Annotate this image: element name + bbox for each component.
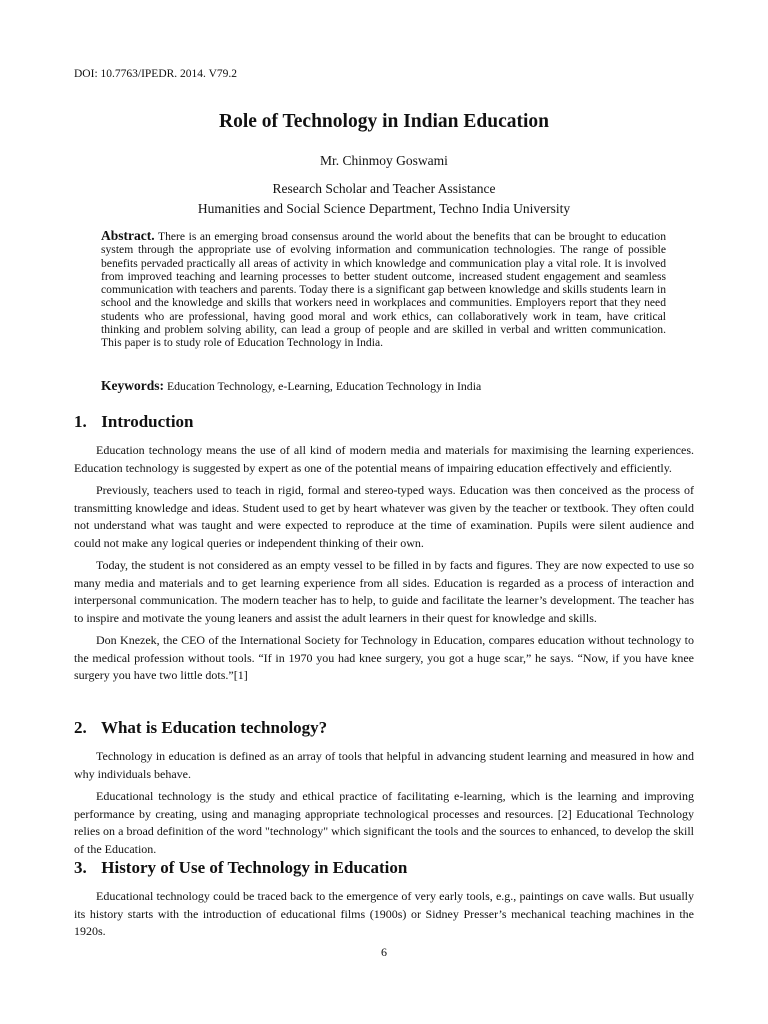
abstract <box>101 229 666 350</box>
page-number: 6 <box>381 945 387 959</box>
paragraph: Technology in education is defined as an array of tools that helpful in advancing student learning and measured in how and why individuals behave. <box>74 749 694 781</box>
section-history <box>74 858 694 946</box>
paragraph: Previously, teachers used to teach in rigid, formal and stereo-typed ways. Education was then conceived as the process of transmitting knowledge and ideas. Student used to get by heart whatever was given by the teacher or textbook. They often could not understand what was taught and were expected to reproduce at the time of examination. Pupils were silent audience and could not make any logical queries or independent thinking of their own. <box>74 483 694 550</box>
section-number: 2. <box>74 718 87 737</box>
section-title: What is Education technology? <box>100 718 328 737</box>
affiliation-line-2: Humanities and Social Science Department, Techno India University <box>197 201 571 216</box>
section-introduction <box>74 412 694 690</box>
section-heading <box>74 412 694 432</box>
section-title: Introduction <box>101 412 194 431</box>
abstract-label: Abstract. <box>101 228 155 243</box>
keywords-text: Education Technology, e-Learning, Education Technology in India <box>166 379 482 393</box>
abstract-text: There is an emerging broad consensus around the world about the benefits that can be brought to education system through the appropriate use of evolving information and communication technologies. The range of possible benefits pervaded practically all areas of activity in which knowledge and communication play a vital role. It is involved from improved teaching and learning processes to better student outcome, increased student engagement and seamless communication with teachers and parents. Today there is a significant gap between knowledge and skills students learn in school and the knowledge and skills that workers need in workplaces and communities. Employers report that they need students who are professional, having good moral and work ethics, can collaboratively work in team, have critical thinking and problem solving ability, can lead a group of people and are skilled in verbal and written communication. This paper is to study role of Education Technology in India. <box>101 230 666 350</box>
paper-title: Role of Technology in Indian Education <box>219 111 549 132</box>
paragraph: Education technology means the use of all kind of modern media and materials for maximising the learning experiences. Education technology is suggested by expert as one of the potential means of impairing education effectively and efficiently. <box>74 443 694 475</box>
doi: DOI: 10.7763/IPEDR. 2014. V79.2 <box>74 68 238 80</box>
section-number: 1. <box>74 412 87 431</box>
paragraph: Today, the student is not considered as an empty vessel to be filled in by facts and figures. They are now expected to use so many media and materials and to get learning experience from all sides. Education is regarded as a process of interaction and interpersonal communication. The modern teacher has to help, to guide and facilitate the learner’s development. The teacher has to inspire and motivate the young leaners and assist the adult learners in their quest for knowledge and skills. <box>74 558 694 625</box>
section-heading <box>74 718 694 738</box>
keywords-label: Keywords: <box>101 378 164 393</box>
keywords <box>101 378 701 394</box>
affiliation-line-1: Research Scholar and Teacher Assistance <box>272 181 496 196</box>
author-name: Mr. Chinmoy Goswami <box>320 153 448 168</box>
paragraph: Don Knezek, the CEO of the International Society for Technology in Education, compares education without technology to the medical profession without tools. “If in 1970 you had knee surgery, you got a huge scar,” he says. “Now, if you have knee surgery you have two little dots.”[1] <box>74 633 694 682</box>
affiliation <box>0 179 768 219</box>
section-number: 3. <box>74 858 87 877</box>
section-heading <box>74 858 694 878</box>
section-what-is-education-technology <box>74 718 694 863</box>
section-title: History of Use of Technology in Education <box>101 858 408 877</box>
paragraph: Educational technology could be traced back to the emergence of very early tools, e.g., paintings on cave walls. But usually its history starts with the introduction of educational films (1900s) or Sidney Presser’s mechanical teaching machines in the 1920s. <box>74 889 694 938</box>
paragraph: Educational technology is the study and ethical practice of facilitating e-learning, which is the learning and improving performance by creating, using and managing appropriate technological processes and resources. [2] Educational Technology relies on a broad definition of the word "technology" which significant the tools and the sources to enhanced, to develop the skill of the Education. <box>74 789 694 856</box>
